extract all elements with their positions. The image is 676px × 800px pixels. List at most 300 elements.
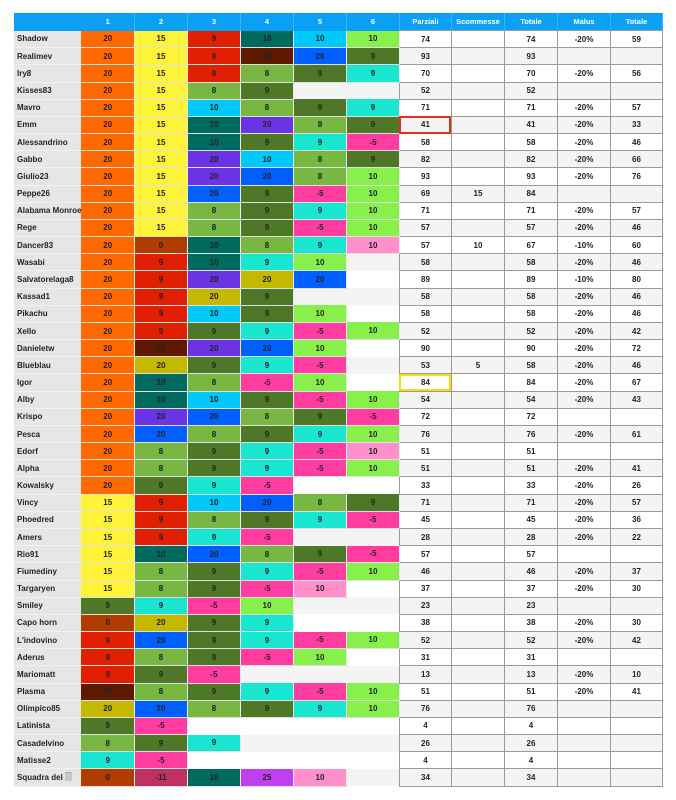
round-3-score[interactable]: 20 bbox=[187, 288, 240, 305]
round-3-score[interactable]: 9 bbox=[187, 563, 240, 580]
player-name-cell[interactable] bbox=[14, 288, 81, 305]
totale-finale-cell[interactable] bbox=[610, 649, 662, 666]
round-1-score[interactable]: 20 bbox=[81, 151, 134, 168]
round-2-score[interactable]: 20 bbox=[134, 425, 187, 442]
totale-cell[interactable]: 71 bbox=[504, 494, 557, 511]
round-2-score[interactable]: 9 bbox=[134, 288, 187, 305]
round-5-score[interactable]: 9 bbox=[293, 408, 346, 425]
round-1-score[interactable]: 20 bbox=[81, 391, 134, 408]
round-2-score[interactable]: 9 bbox=[134, 528, 187, 545]
malus-cell[interactable]: -20% bbox=[557, 391, 610, 408]
totale-cell[interactable]: 58 bbox=[504, 288, 557, 305]
malus-cell[interactable]: -20% bbox=[557, 614, 610, 631]
round-1-score[interactable]: 20 bbox=[81, 357, 134, 374]
round-3-score[interactable]: 10 bbox=[187, 391, 240, 408]
round-5-score[interactable]: -5 bbox=[293, 185, 346, 202]
parziali-cell[interactable]: 90 bbox=[399, 340, 451, 357]
round-4-score[interactable]: 20 bbox=[240, 48, 293, 65]
round-6-empty[interactable] bbox=[346, 752, 399, 769]
totale-finale-cell[interactable]: 33 bbox=[610, 116, 662, 133]
round-3-score[interactable]: 8 bbox=[187, 511, 240, 528]
round-1-score[interactable]: 15 bbox=[81, 511, 134, 528]
player-name-cell[interactable] bbox=[14, 237, 81, 254]
round-6-empty[interactable] bbox=[346, 614, 399, 631]
round-3-score[interactable]: 10 bbox=[187, 769, 240, 786]
round-1-score[interactable]: 20 bbox=[81, 374, 134, 391]
round-6-score[interactable]: 10 bbox=[346, 31, 399, 48]
round-3-score[interactable]: 8 bbox=[187, 425, 240, 442]
round-2-score[interactable]: 20 bbox=[134, 632, 187, 649]
round-1-score[interactable]: 20 bbox=[81, 116, 134, 133]
player-name-cell[interactable] bbox=[14, 254, 81, 271]
scommesse-cell[interactable] bbox=[451, 597, 504, 614]
malus-cell[interactable]: -20% bbox=[557, 460, 610, 477]
round-1-score[interactable]: 20 bbox=[81, 322, 134, 339]
round-3-empty[interactable] bbox=[187, 717, 240, 734]
round-2-score[interactable]: 10 bbox=[134, 391, 187, 408]
round-4-score[interactable]: -5 bbox=[240, 649, 293, 666]
round-6-score[interactable]: 10 bbox=[346, 683, 399, 700]
round-6-empty[interactable] bbox=[346, 597, 399, 614]
round-3-score[interactable]: 9 bbox=[187, 65, 240, 82]
round-6-empty[interactable] bbox=[346, 82, 399, 99]
round-1-score[interactable]: 9 bbox=[81, 597, 134, 614]
malus-cell[interactable] bbox=[557, 649, 610, 666]
parziali-cell[interactable]: 58 bbox=[399, 288, 451, 305]
malus-cell[interactable] bbox=[557, 717, 610, 734]
parziali-cell[interactable]: 57 bbox=[399, 237, 451, 254]
round-6-empty[interactable] bbox=[346, 666, 399, 683]
parziali-cell[interactable]: 71 bbox=[399, 99, 451, 116]
round-1-score[interactable]: 20 bbox=[81, 683, 134, 700]
totale-finale-cell[interactable]: 36 bbox=[610, 511, 662, 528]
round-1-score[interactable]: 20 bbox=[81, 185, 134, 202]
totale-finale-cell[interactable]: 43 bbox=[610, 391, 662, 408]
totale-cell[interactable]: 52 bbox=[504, 322, 557, 339]
player-name-cell[interactable] bbox=[14, 597, 81, 614]
round-2-score[interactable]: 20 bbox=[134, 614, 187, 631]
parziali-cell[interactable]: 72 bbox=[399, 408, 451, 425]
round-2-score[interactable]: 9 bbox=[134, 271, 187, 288]
scommesse-cell[interactable]: 5 bbox=[451, 357, 504, 374]
round-3-score[interactable]: 8 bbox=[187, 82, 240, 99]
round-1-score[interactable]: 20 bbox=[81, 82, 134, 99]
parziali-cell[interactable]: 51 bbox=[399, 460, 451, 477]
malus-cell[interactable]: -20% bbox=[557, 563, 610, 580]
round-6-score[interactable]: 10 bbox=[346, 700, 399, 717]
parziali-cell[interactable]: 84 bbox=[399, 374, 451, 391]
player-name-cell[interactable] bbox=[14, 425, 81, 442]
totale-cell[interactable]: 34 bbox=[504, 769, 557, 786]
malus-cell[interactable]: -20% bbox=[557, 357, 610, 374]
totale-cell[interactable]: 76 bbox=[504, 425, 557, 442]
round-2-score[interactable]: 15 bbox=[134, 65, 187, 82]
malus-cell[interactable]: -20% bbox=[557, 254, 610, 271]
player-name-cell[interactable] bbox=[14, 99, 81, 116]
round-2-score[interactable]: 8 bbox=[134, 649, 187, 666]
round-5-score[interactable]: 8 bbox=[293, 151, 346, 168]
totale-finale-cell[interactable]: 76 bbox=[610, 168, 662, 185]
round-1-score[interactable]: 20 bbox=[81, 408, 134, 425]
scommesse-cell[interactable] bbox=[451, 528, 504, 545]
round-6-score[interactable]: 9 bbox=[346, 151, 399, 168]
round-5-score[interactable]: 8 bbox=[293, 494, 346, 511]
totale-finale-cell[interactable]: 41 bbox=[610, 460, 662, 477]
round-5-empty[interactable] bbox=[293, 666, 346, 683]
round-1-score[interactable]: 20 bbox=[81, 700, 134, 717]
round-5-score[interactable]: 10 bbox=[293, 305, 346, 322]
totale-cell[interactable]: 58 bbox=[504, 357, 557, 374]
round-6-score[interactable]: 9 bbox=[346, 99, 399, 116]
malus-cell[interactable] bbox=[557, 752, 610, 769]
round-4-score[interactable]: 9 bbox=[240, 134, 293, 151]
round-2-score[interactable]: 15 bbox=[134, 151, 187, 168]
round-3-score[interactable]: 10 bbox=[187, 237, 240, 254]
malus-cell[interactable]: -20% bbox=[557, 528, 610, 545]
player-name-cell[interactable] bbox=[14, 219, 81, 236]
malus-cell[interactable]: -20% bbox=[557, 683, 610, 700]
round-4-score[interactable]: -5 bbox=[240, 528, 293, 545]
round-3-score[interactable]: 9 bbox=[187, 528, 240, 545]
round-3-score[interactable]: 10 bbox=[187, 254, 240, 271]
totale-cell[interactable]: 51 bbox=[504, 443, 557, 460]
totale-finale-cell[interactable] bbox=[610, 546, 662, 563]
round-6-empty[interactable] bbox=[346, 477, 399, 494]
round-4-score[interactable]: 9 bbox=[240, 185, 293, 202]
round-1-score[interactable]: 15 bbox=[81, 580, 134, 597]
round-1-score[interactable]: 9 bbox=[81, 752, 134, 769]
totale-cell[interactable]: 57 bbox=[504, 219, 557, 236]
parziali-cell[interactable]: 52 bbox=[399, 82, 451, 99]
round-5-score[interactable]: -5 bbox=[293, 632, 346, 649]
scommesse-cell[interactable] bbox=[451, 99, 504, 116]
scommesse-cell[interactable] bbox=[451, 391, 504, 408]
round-1-score[interactable]: 9 bbox=[81, 717, 134, 734]
round-3-score[interactable]: 20 bbox=[187, 185, 240, 202]
round-4-score[interactable]: 9 bbox=[240, 683, 293, 700]
scommesse-cell[interactable] bbox=[451, 443, 504, 460]
round-5-empty[interactable] bbox=[293, 597, 346, 614]
totale-finale-cell[interactable] bbox=[610, 48, 662, 65]
round-5-empty[interactable] bbox=[293, 528, 346, 545]
round-3-score[interactable]: 9 bbox=[187, 322, 240, 339]
totale-cell[interactable]: 52 bbox=[504, 82, 557, 99]
player-name-cell[interactable] bbox=[14, 477, 81, 494]
malus-cell[interactable]: -20% bbox=[557, 134, 610, 151]
parziali-cell[interactable]: 4 bbox=[399, 717, 451, 734]
round-3-score[interactable]: 9 bbox=[187, 48, 240, 65]
totale-cell[interactable]: 54 bbox=[504, 391, 557, 408]
round-5-score[interactable]: 9 bbox=[293, 425, 346, 442]
round-6-empty[interactable] bbox=[346, 735, 399, 752]
totale-finale-cell[interactable]: 46 bbox=[610, 288, 662, 305]
totale-cell[interactable]: 58 bbox=[504, 254, 557, 271]
player-name-cell[interactable] bbox=[14, 202, 81, 219]
round-4-score[interactable]: 9 bbox=[240, 425, 293, 442]
round-4-score[interactable]: 9 bbox=[240, 700, 293, 717]
round-5-empty[interactable] bbox=[293, 752, 346, 769]
round-1-score[interactable]: 20 bbox=[81, 134, 134, 151]
scommesse-cell[interactable] bbox=[451, 460, 504, 477]
parziali-cell[interactable]: 74 bbox=[399, 31, 451, 48]
totale-cell[interactable]: 57 bbox=[504, 546, 557, 563]
totale-cell[interactable]: 13 bbox=[504, 666, 557, 683]
round-4-score[interactable]: 9 bbox=[240, 443, 293, 460]
malus-cell[interactable] bbox=[557, 408, 610, 425]
scommesse-cell[interactable] bbox=[451, 219, 504, 236]
totale-finale-cell[interactable]: 56 bbox=[610, 65, 662, 82]
scommesse-cell[interactable] bbox=[451, 614, 504, 631]
round-1-score[interactable]: 20 bbox=[81, 425, 134, 442]
scommesse-cell[interactable] bbox=[451, 717, 504, 734]
round-6-score[interactable]: -5 bbox=[346, 408, 399, 425]
round-3-score[interactable]: -5 bbox=[187, 597, 240, 614]
round-1-score[interactable]: 20 bbox=[81, 48, 134, 65]
malus-cell[interactable]: -10% bbox=[557, 237, 610, 254]
parziali-cell[interactable]: 76 bbox=[399, 700, 451, 717]
player-name-cell[interactable] bbox=[14, 48, 81, 65]
round-2-score[interactable]: 8 bbox=[134, 683, 187, 700]
round-5-score[interactable]: -5 bbox=[293, 357, 346, 374]
player-name-cell[interactable] bbox=[14, 666, 81, 683]
totale-finale-cell[interactable]: 57 bbox=[610, 202, 662, 219]
round-2-score[interactable]: 15 bbox=[134, 202, 187, 219]
round-4-score[interactable]: 9 bbox=[240, 322, 293, 339]
scommesse-cell[interactable] bbox=[451, 666, 504, 683]
totale-finale-cell[interactable]: 46 bbox=[610, 134, 662, 151]
totale-cell[interactable]: 93 bbox=[504, 168, 557, 185]
round-4-score[interactable]: 9 bbox=[240, 202, 293, 219]
round-1-score[interactable]: 20 bbox=[81, 271, 134, 288]
round-6-score[interactable]: 9 bbox=[346, 65, 399, 82]
scommesse-cell[interactable] bbox=[451, 116, 504, 133]
round-4-empty[interactable] bbox=[240, 735, 293, 752]
totale-finale-cell[interactable]: 46 bbox=[610, 254, 662, 271]
parziali-cell[interactable]: 54 bbox=[399, 391, 451, 408]
round-4-empty[interactable] bbox=[240, 752, 293, 769]
parziali-cell[interactable]: 71 bbox=[399, 202, 451, 219]
player-name-cell[interactable] bbox=[14, 769, 81, 786]
scommesse-cell[interactable] bbox=[451, 202, 504, 219]
round-2-score[interactable]: 15 bbox=[134, 48, 187, 65]
totale-cell[interactable]: 52 bbox=[504, 632, 557, 649]
round-4-score[interactable]: 10 bbox=[240, 151, 293, 168]
round-1-score[interactable]: 20 bbox=[81, 219, 134, 236]
totale-finale-cell[interactable] bbox=[610, 769, 662, 786]
malus-cell[interactable] bbox=[557, 443, 610, 460]
parziali-cell[interactable]: 26 bbox=[399, 735, 451, 752]
round-2-score[interactable]: 9 bbox=[134, 597, 187, 614]
totale-finale-cell[interactable] bbox=[610, 443, 662, 460]
parziali-cell[interactable]: 31 bbox=[399, 649, 451, 666]
parziali-cell[interactable]: 37 bbox=[399, 580, 451, 597]
totale-finale-cell[interactable]: 80 bbox=[610, 271, 662, 288]
round-6-score[interactable]: 10 bbox=[346, 219, 399, 236]
parziali-cell[interactable]: 57 bbox=[399, 546, 451, 563]
round-6-score[interactable]: 10 bbox=[346, 443, 399, 460]
totale-finale-cell[interactable]: 46 bbox=[610, 357, 662, 374]
round-6-score[interactable]: -5 bbox=[346, 546, 399, 563]
malus-cell[interactable]: -20% bbox=[557, 374, 610, 391]
round-3-score[interactable]: 9 bbox=[187, 443, 240, 460]
round-2-score[interactable]: 15 bbox=[134, 134, 187, 151]
parziali-cell[interactable]: 46 bbox=[399, 563, 451, 580]
scommesse-cell[interactable] bbox=[451, 511, 504, 528]
parziali-cell[interactable]: 53 bbox=[399, 357, 451, 374]
scommesse-cell[interactable] bbox=[451, 683, 504, 700]
malus-cell[interactable] bbox=[557, 597, 610, 614]
round-4-score[interactable]: -5 bbox=[240, 477, 293, 494]
round-1-score[interactable]: 20 bbox=[81, 168, 134, 185]
round-1-score[interactable]: 15 bbox=[81, 546, 134, 563]
round-2-score[interactable]: 15 bbox=[134, 82, 187, 99]
totale-cell[interactable]: 84 bbox=[504, 374, 557, 391]
round-1-score[interactable]: 9 bbox=[81, 666, 134, 683]
totale-finale-cell[interactable]: 10 bbox=[610, 666, 662, 683]
player-name-cell[interactable] bbox=[14, 374, 81, 391]
round-4-score[interactable]: 20 bbox=[240, 168, 293, 185]
player-name-cell[interactable] bbox=[14, 700, 81, 717]
totale-finale-cell[interactable]: 30 bbox=[610, 614, 662, 631]
player-name-cell[interactable] bbox=[14, 717, 81, 734]
scommesse-cell[interactable] bbox=[451, 48, 504, 65]
player-name-cell[interactable] bbox=[14, 168, 81, 185]
player-name-cell[interactable] bbox=[14, 443, 81, 460]
round-2-score[interactable]: 0 bbox=[134, 237, 187, 254]
round-2-score[interactable]: 9 bbox=[134, 254, 187, 271]
round-2-score[interactable]: 15 bbox=[134, 219, 187, 236]
round-1-score[interactable]: 0 bbox=[81, 614, 134, 631]
malus-cell[interactable]: -20% bbox=[557, 31, 610, 48]
round-4-score[interactable]: 9 bbox=[240, 357, 293, 374]
round-6-empty[interactable] bbox=[346, 254, 399, 271]
round-3-empty[interactable] bbox=[187, 752, 240, 769]
totale-finale-cell[interactable]: 72 bbox=[610, 340, 662, 357]
round-1-score[interactable]: 20 bbox=[81, 340, 134, 357]
round-4-score[interactable]: 8 bbox=[240, 99, 293, 116]
totale-cell[interactable]: 84 bbox=[504, 185, 557, 202]
round-6-empty[interactable] bbox=[346, 357, 399, 374]
round-6-score[interactable]: 10 bbox=[346, 322, 399, 339]
parziali-cell[interactable]: 51 bbox=[399, 683, 451, 700]
totale-finale-cell[interactable] bbox=[610, 408, 662, 425]
round-5-score[interactable]: 9 bbox=[293, 99, 346, 116]
player-name-cell[interactable] bbox=[14, 460, 81, 477]
player-name-cell[interactable] bbox=[14, 322, 81, 339]
totale-cell[interactable]: 76 bbox=[504, 700, 557, 717]
round-6-score[interactable]: 9 bbox=[346, 116, 399, 133]
round-6-score[interactable]: 10 bbox=[346, 185, 399, 202]
totale-cell[interactable]: 67 bbox=[504, 237, 557, 254]
malus-cell[interactable]: -20% bbox=[557, 580, 610, 597]
scommesse-cell[interactable] bbox=[451, 580, 504, 597]
malus-cell[interactable] bbox=[557, 48, 610, 65]
totale-cell[interactable]: 23 bbox=[504, 597, 557, 614]
totale-cell[interactable]: 90 bbox=[504, 340, 557, 357]
scommesse-cell[interactable] bbox=[451, 408, 504, 425]
totale-cell[interactable]: 71 bbox=[504, 99, 557, 116]
scommesse-cell[interactable] bbox=[451, 322, 504, 339]
totale-cell[interactable]: 58 bbox=[504, 305, 557, 322]
round-1-score[interactable]: 15 bbox=[81, 494, 134, 511]
parziali-cell[interactable]: 57 bbox=[399, 219, 451, 236]
round-1-score[interactable]: 20 bbox=[81, 65, 134, 82]
player-name-cell[interactable] bbox=[14, 305, 81, 322]
round-2-score[interactable]: 15 bbox=[134, 31, 187, 48]
round-4-score[interactable]: 9 bbox=[240, 82, 293, 99]
scommesse-cell[interactable] bbox=[451, 752, 504, 769]
player-name-cell[interactable] bbox=[14, 528, 81, 545]
round-2-score[interactable]: 20 bbox=[134, 408, 187, 425]
parziali-cell[interactable]: 34 bbox=[399, 769, 451, 786]
round-1-score[interactable]: 20 bbox=[81, 31, 134, 48]
parziali-cell[interactable]: 23 bbox=[399, 597, 451, 614]
round-3-score[interactable]: 9 bbox=[187, 614, 240, 631]
round-4-empty[interactable] bbox=[240, 717, 293, 734]
round-5-score[interactable]: 10 bbox=[293, 31, 346, 48]
round-2-score[interactable]: 8 bbox=[134, 580, 187, 597]
totale-finale-cell[interactable] bbox=[610, 82, 662, 99]
totale-cell[interactable]: 70 bbox=[504, 65, 557, 82]
round-4-score[interactable]: 20 bbox=[240, 494, 293, 511]
round-2-score[interactable]: -5 bbox=[134, 752, 187, 769]
round-6-empty[interactable] bbox=[346, 288, 399, 305]
totale-finale-cell[interactable]: 61 bbox=[610, 425, 662, 442]
round-2-score[interactable]: 9 bbox=[134, 322, 187, 339]
scommesse-cell[interactable] bbox=[451, 65, 504, 82]
malus-cell[interactable] bbox=[557, 546, 610, 563]
round-2-score[interactable]: 9 bbox=[134, 735, 187, 752]
totale-cell[interactable]: 89 bbox=[504, 271, 557, 288]
round-4-score[interactable]: 9 bbox=[240, 563, 293, 580]
round-5-score[interactable]: 20 bbox=[293, 48, 346, 65]
scommesse-cell[interactable] bbox=[451, 151, 504, 168]
malus-cell[interactable]: -20% bbox=[557, 322, 610, 339]
round-3-score[interactable]: 10 bbox=[187, 134, 240, 151]
round-2-score[interactable]: 15 bbox=[134, 168, 187, 185]
round-1-score[interactable]: 20 bbox=[81, 477, 134, 494]
round-2-score[interactable]: 9 bbox=[134, 511, 187, 528]
round-5-score[interactable]: -5 bbox=[293, 683, 346, 700]
round-4-score[interactable]: 10 bbox=[240, 597, 293, 614]
player-name-cell[interactable] bbox=[14, 185, 81, 202]
round-4-score[interactable]: 9 bbox=[240, 391, 293, 408]
round-4-score[interactable]: 10 bbox=[240, 31, 293, 48]
round-2-score[interactable]: 20 bbox=[134, 700, 187, 717]
totale-finale-cell[interactable]: 46 bbox=[610, 305, 662, 322]
round-1-score[interactable]: 15 bbox=[81, 528, 134, 545]
parziali-cell[interactable]: 41 bbox=[399, 116, 451, 133]
totale-cell[interactable]: 74 bbox=[504, 31, 557, 48]
round-5-score[interactable]: 9 bbox=[293, 134, 346, 151]
malus-cell[interactable]: -20% bbox=[557, 219, 610, 236]
round-1-score[interactable]: 20 bbox=[81, 443, 134, 460]
round-6-empty[interactable] bbox=[346, 340, 399, 357]
round-3-score[interactable]: 20 bbox=[187, 340, 240, 357]
totale-finale-cell[interactable] bbox=[610, 717, 662, 734]
parziali-cell[interactable]: 13 bbox=[399, 666, 451, 683]
round-5-score[interactable]: -5 bbox=[293, 460, 346, 477]
round-4-score[interactable]: 8 bbox=[240, 237, 293, 254]
scommesse-cell[interactable] bbox=[451, 632, 504, 649]
malus-cell[interactable]: -20% bbox=[557, 340, 610, 357]
parziali-cell[interactable]: 38 bbox=[399, 614, 451, 631]
round-3-score[interactable]: 8 bbox=[187, 374, 240, 391]
round-2-score[interactable]: 9 bbox=[134, 666, 187, 683]
round-3-score[interactable]: 20 bbox=[187, 168, 240, 185]
totale-finale-cell[interactable]: 67 bbox=[610, 374, 662, 391]
round-2-score[interactable]: -5 bbox=[134, 717, 187, 734]
